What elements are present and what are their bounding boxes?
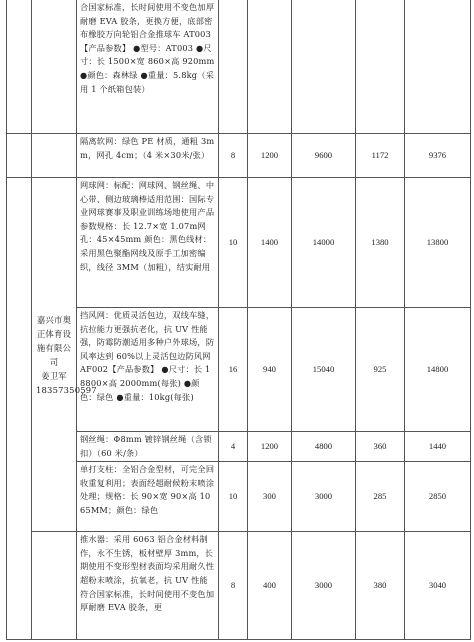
amount-cell	[292, 0, 356, 134]
unit-price-cell: 1200	[248, 432, 292, 462]
qty-cell	[219, 0, 248, 134]
table-row	[7, 308, 471, 432]
item-description: 网球网：标配：网球网、钢丝绳、中心带、侧边玻璃棒适用范围：国际专业网球赛事及职业训练场地使用产品参数规格：长 12.7×宽 1.07m网孔：45×45mm 颜色：黑色线材：采用黑色聚酯网线及原手工加密编织，线径 3MM（加粗），结实耐用	[77, 178, 219, 308]
unit-price-cell: 400	[248, 532, 292, 640]
unit-price-cell: 1200	[248, 134, 292, 178]
table-row	[7, 178, 471, 308]
cost-cell: 360	[356, 432, 405, 462]
quotation-table	[6, 0, 471, 640]
amount-cell: 14000	[292, 178, 356, 308]
total-cell: 14800	[405, 308, 471, 432]
item-description: 单打支柱：全铝合金型材，可完全回收重复利用；表面经超耐候粉末喷涂处理；规格：长 90×宽 90×高 1065MM；颜色：绿色	[77, 462, 219, 532]
total-cell: 2850	[405, 462, 471, 532]
item-description: 合国家标准，长时间使用不变色加厚耐磨 EVA 胶条，更换方便，底部密布橡胶万向轮铝合金推球车 AT003【产品参数】 ●型号：AT003 ●尺寸：长 1500×宽 860×高 920mm ●颜色：森林绿 ●重量：5.8kg（采用 1 个纸箱包装）	[77, 0, 219, 134]
total-cell	[405, 0, 471, 134]
cost-cell: 285	[356, 462, 405, 532]
qty-cell: 8	[219, 532, 248, 640]
total-cell: 13800	[405, 178, 471, 308]
cost-cell: 1172	[356, 134, 405, 178]
table-row	[7, 0, 471, 134]
table-row	[7, 134, 471, 178]
total-cell: 3040	[405, 532, 471, 640]
table-row	[7, 432, 471, 462]
supplier-name: 嘉兴市奥正体育设施有限公司	[36, 314, 72, 367]
amount-cell: 4800	[292, 432, 356, 462]
supplier-cell	[32, 134, 77, 178]
supplier-cell	[32, 532, 77, 640]
qty-cell: 4	[219, 432, 248, 462]
total-cell: 9376	[405, 134, 471, 178]
unit-price-cell: 300	[248, 462, 292, 532]
qty-cell: 16	[219, 308, 248, 432]
item-description: 钢丝绳：Φ8mm 镀锌钢丝绳（含锁扣）（60 米/条）	[77, 432, 219, 462]
amount-cell: 9600	[292, 134, 356, 178]
total-cell: 1440	[405, 432, 471, 462]
qty-cell: 10	[219, 462, 248, 532]
cost-cell: 1380	[356, 178, 405, 308]
amount-cell: 15040	[292, 308, 356, 432]
item-description: 隔离软网：绿色 PE 材质，通粗 3mm，网孔 4cm；（4 米×30米/张）	[77, 134, 219, 178]
amount-cell: 3000	[292, 532, 356, 640]
index-cell	[7, 0, 32, 134]
supplier-cell	[32, 178, 97, 532]
table-row	[7, 532, 471, 640]
index-cell	[7, 178, 32, 640]
qty-cell: 10	[219, 178, 248, 308]
item-description: 挡风网：优质灵活包边，双线车缝，抗拉能力更强抗老化，抗 UV 性能强，防霉防潮适用多种户外球场，防风率达到 60%以上灵活包边防风网 AF002【产品参数】 ●尺寸：长 18800×高 2000mm(每张) ●颜色：绿色 ●重量：10kg(每张)	[77, 308, 219, 432]
amount-cell: 3000	[292, 462, 356, 532]
cost-cell	[356, 0, 405, 134]
cost-cell: 380	[356, 532, 405, 640]
supplier-phone: 18357350597	[36, 384, 97, 395]
supplier-contact: 姜卫军	[41, 370, 67, 381]
index-cell	[7, 134, 32, 178]
unit-price-cell	[248, 0, 292, 134]
item-description: 推水器：采用 6063 铝合金材料制作，永不生锈，板材壁厚 3mm，长期使用不变形型材表面均采用耐久性超粉末喷涂，抗氧老，抗 UV 性能符合国家标准，长时间使用不变色加厚耐磨 EVA 胶条，更	[77, 532, 219, 640]
unit-price-cell: 1400	[248, 178, 292, 308]
supplier-cell	[32, 0, 77, 134]
qty-cell: 8	[219, 134, 248, 178]
unit-price-cell: 940	[248, 308, 292, 432]
cost-cell: 925	[356, 308, 405, 432]
table-row	[7, 462, 471, 532]
